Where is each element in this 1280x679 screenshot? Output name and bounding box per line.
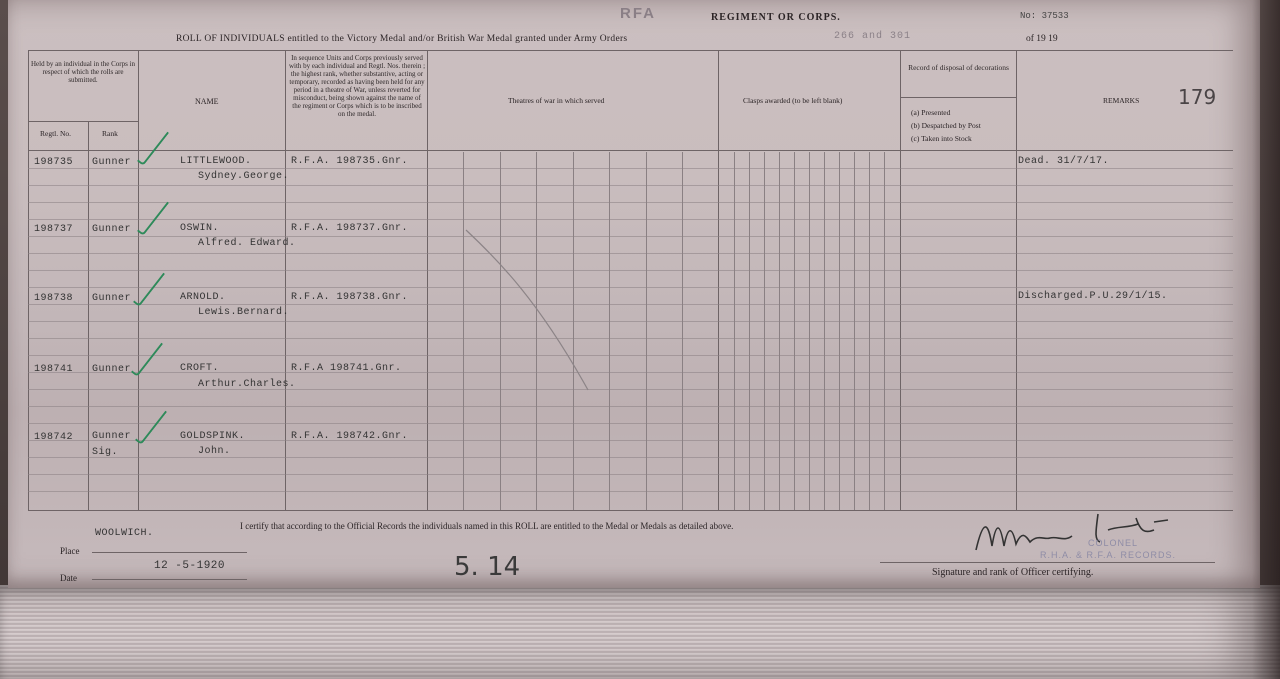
remarks-3: Discharged.P.U.29/1/15.	[1018, 291, 1168, 302]
book-spine-shadow	[1252, 0, 1280, 679]
ruled-line	[28, 287, 1233, 288]
disposal-header-rule	[901, 97, 1016, 98]
signature-label: Signature and rank of Officer certifying.	[932, 567, 1094, 578]
date-value: 12 -5-1920	[154, 560, 226, 572]
place-label: Place	[60, 546, 80, 556]
units-3: R.F.A. 198738.Gnr.	[291, 292, 409, 303]
check-tick-icon	[137, 198, 169, 236]
date-rule	[92, 579, 247, 580]
ledger-page	[8, 0, 1260, 588]
regtl-no-header: Regtl. No.	[40, 129, 72, 138]
col-divider	[28, 50, 29, 510]
unit-stamp: RFA	[620, 5, 656, 22]
clasps-header: Clasps awarded (to be left blank)	[743, 96, 843, 105]
regtl-no-3: 198738	[34, 293, 74, 304]
ruled-line	[28, 219, 1233, 220]
col-divider	[718, 50, 719, 510]
rank-5: Gunner	[92, 431, 132, 442]
roll-number: No: 37533	[1020, 11, 1069, 21]
rank-2: Gunner	[92, 224, 132, 235]
surname-5: GOLDSPINK.	[180, 431, 246, 442]
stamp-records: R.H.A. & R.F.A. RECORDS.	[1040, 550, 1177, 560]
surname-2: OSWIN.	[180, 223, 220, 234]
col-divider	[1016, 50, 1017, 510]
disposal-stock: (c) Taken into Stock	[911, 134, 972, 143]
ruled-line	[28, 185, 1233, 186]
regiment-label: REGIMENT OR CORPS.	[711, 12, 841, 23]
surname-1: LITTLEWOOD.	[180, 156, 252, 167]
roll-year: of 19 19	[1026, 34, 1058, 44]
signature-rule	[880, 562, 1215, 563]
ruled-line	[28, 321, 1233, 322]
stamp-colonel: COLONEL	[1088, 538, 1139, 548]
regtl-no-4: 198741	[34, 364, 74, 375]
place-rule	[92, 552, 247, 553]
ruled-line	[28, 474, 1233, 475]
table-top-rule	[28, 50, 1233, 51]
remarks-1: Dead. 31/7/17.	[1018, 156, 1110, 167]
pencil-note: 5. 14	[454, 552, 521, 582]
book-page-edges	[0, 585, 1280, 679]
certify-statement: I certify that according to the Official Records the individuals named in this ROLL are entitled to the Medal or Medals as detailed above.	[240, 521, 734, 531]
header-bottom-rule	[28, 150, 1233, 151]
regtl-no-5: 198742	[34, 432, 74, 443]
units-2: R.F.A. 198737.Gnr.	[291, 223, 409, 234]
roll-title: ROLL OF INDIVIDUALS entitled to the Victory Medal and/or British War Medal granted under Army Orders	[176, 34, 628, 44]
ruled-line	[28, 457, 1233, 458]
held-by-header: Held by an individual in the Corps in respect of which the rolls are submitted.	[30, 60, 135, 84]
name-header: NAME	[195, 97, 219, 106]
forenames-2: Alfred. Edward.	[198, 238, 296, 249]
pencil-stroke-icon	[458, 200, 598, 400]
rank2-5: Sig.	[92, 447, 119, 458]
disposal-post: (b) Despatched by Post	[911, 121, 981, 130]
rank-4: Gunner	[92, 364, 132, 375]
remarks-header: REMARKS	[1103, 96, 1140, 105]
forenames-5: John.	[198, 446, 231, 457]
ruled-line	[28, 236, 1233, 237]
regtl-header-rule	[28, 121, 138, 122]
theatres-header: Theatres of war in which served	[508, 96, 605, 105]
col-divider	[900, 50, 901, 510]
col-divider	[285, 50, 286, 510]
rank-header: Rank	[102, 129, 118, 138]
ruled-line	[28, 202, 1233, 203]
check-tick-icon	[137, 128, 169, 166]
place-value: WOOLWICH.	[95, 528, 154, 539]
units-header: In sequence Units and Corps previously served with by each individual and Regtl. Nos. therein ; the highest rank, whether substantive, acting or temporary, recorded as having been held for any period in a theatre of War, unless reverted for misconduct, being shown against the name of the regiment or Corps which is to be inscribed on the medal.	[288, 54, 426, 118]
regtl-no-2: 198737	[34, 224, 74, 235]
forenames-3: Lewis.Bernard.	[198, 307, 290, 318]
disposal-header: Record of disposal of decorations	[908, 63, 1009, 72]
ruled-line	[28, 491, 1233, 492]
rank-3: Gunner	[92, 293, 132, 304]
ruled-line	[28, 168, 1233, 169]
ruled-line	[28, 355, 1233, 356]
surname-4: CROFT.	[180, 363, 220, 374]
ruled-line	[28, 338, 1233, 339]
rank-1: Gunner	[92, 157, 132, 168]
page-number: 179	[1178, 85, 1217, 109]
army-orders: 266 and 301	[834, 31, 912, 42]
forenames-1: Sydney.George.	[198, 171, 290, 182]
ruled-line	[28, 270, 1233, 271]
date-label: Date	[60, 573, 77, 583]
regtl-no-1: 198735	[34, 157, 74, 168]
units-4: R.F.A 198741.Gnr.	[291, 363, 402, 374]
ruled-line	[28, 406, 1233, 407]
forenames-4: Arthur.Charles.	[198, 379, 296, 390]
ruled-line	[28, 423, 1233, 424]
surname-3: ARNOLD.	[180, 292, 226, 303]
col-divider	[88, 121, 89, 510]
ruled-line	[28, 253, 1233, 254]
col-divider	[427, 50, 428, 510]
ruled-line	[28, 304, 1233, 305]
units-5: R.F.A. 198742.Gnr.	[291, 431, 409, 442]
disposal-presented: (a) Presented	[911, 108, 951, 117]
units-1: R.F.A. 198735.Gnr.	[291, 156, 409, 167]
